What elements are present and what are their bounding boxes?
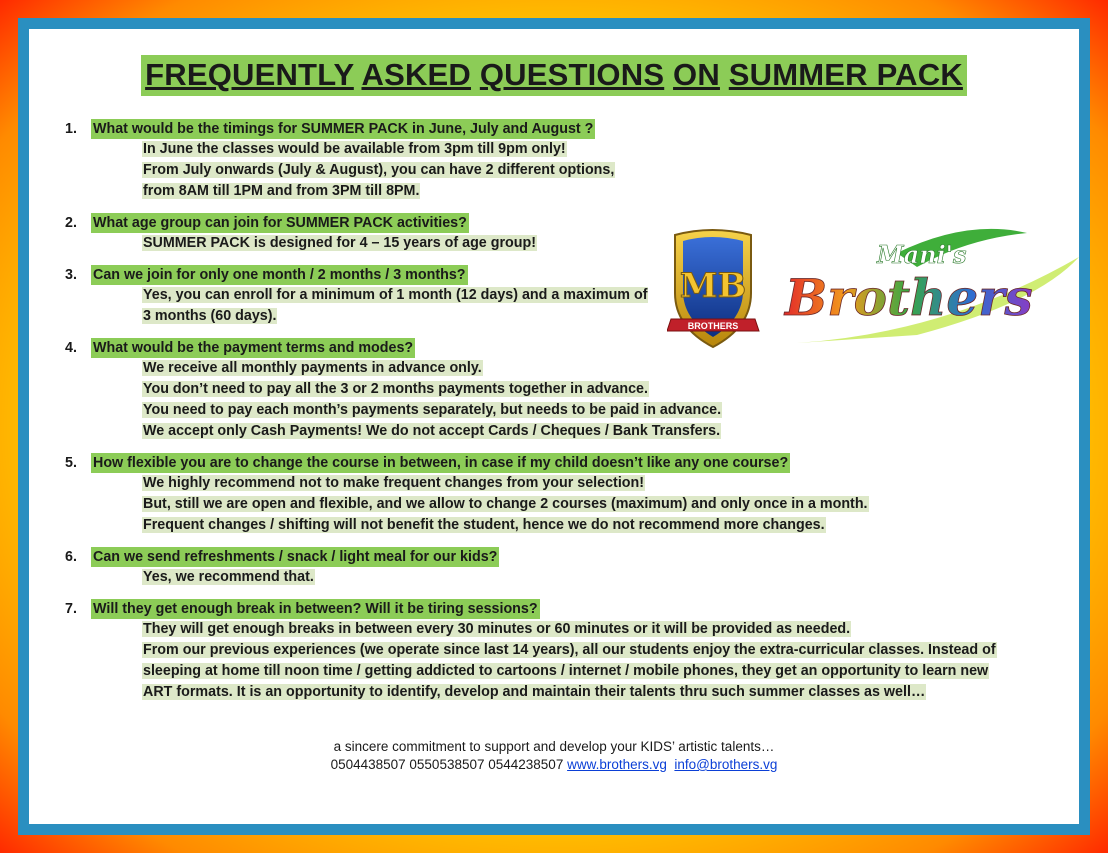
- document-page: [29, 29, 1079, 824]
- badge-ribbon-text: BROTHERS: [687, 321, 739, 331]
- faq-answer-line: In June the classes would be available from 3pm till 9pm only!: [143, 141, 566, 157]
- shield-badge: [667, 230, 759, 347]
- faq-list: [65, 119, 1065, 714]
- faq-item-1: [65, 119, 1065, 202]
- faq-answer-line: Frequent changes / shifting will not benefit the student, hence we do not recommend more changes.: [143, 517, 825, 533]
- footer-tagline: a sincere commitment to support and develop your KIDS’ artistic talents…: [333, 739, 775, 754]
- faq-number: 2.: [65, 215, 77, 231]
- title-word-2: ASKED: [361, 57, 471, 92]
- title-word-5: SUMMER PACK: [728, 57, 963, 92]
- faq-answer-line: From our previous experiences (we operate since last 14 years), all our students enjoy the extra-curricular classes. Instead of: [143, 642, 996, 658]
- faq-number: 1.: [65, 121, 77, 137]
- faq-question: How flexible you are to change the course in between, in case if my child doesn’t like any one course?: [93, 455, 789, 471]
- faq-question: Can we send refreshments / snack / light meal for our kids?: [93, 549, 498, 565]
- faq-answer-line: They will get enough breaks in between every 30 minutes or 60 minutes or it will be provided as needed.: [143, 621, 851, 637]
- title-word-4: ON: [673, 57, 720, 92]
- faq-item-5: [65, 453, 1065, 536]
- faq-answer-line: From July onwards (July & August), you can have 2 different options,: [143, 162, 615, 178]
- faq-answer-line: We accept only Cash Payments! We do not accept Cards / Cheques / Bank Transfers.: [143, 423, 721, 439]
- title-word-1: FREQUENTLY: [145, 57, 354, 92]
- badge-monogram: MB: [679, 266, 747, 306]
- footer-phones: 0504438507 0550538507 0544238507: [330, 757, 564, 772]
- faq-number: 4.: [65, 340, 77, 356]
- faq-answer-line: 3 months (60 days).: [143, 308, 277, 324]
- faq-answer-line: SUMMER PACK is designed for 4 – 15 years of age group!: [143, 235, 536, 251]
- brand-wordmark: [783, 229, 1079, 343]
- footer-contact: [29, 756, 1079, 774]
- faq-number: 7.: [65, 601, 77, 617]
- faq-item-6: [65, 547, 1065, 588]
- title-word-3: QUESTIONS: [479, 57, 665, 92]
- faq-question: What would be the payment terms and modes?: [93, 340, 414, 356]
- faq-question: What age group can join for SUMMER PACK activities?: [93, 215, 467, 231]
- faq-question: What would be the timings for SUMMER PACK in June, July and August ?: [93, 121, 594, 137]
- website-link[interactable]: www.brothers.vg: [567, 757, 667, 772]
- faq-number: 6.: [65, 549, 77, 565]
- brand-name: Brothers: [785, 268, 1033, 327]
- faq-answer-line: Yes, we recommend that.: [143, 569, 314, 585]
- page-title: [141, 55, 967, 96]
- brothers-logo: [667, 223, 1079, 353]
- faq-answer-line: You don’t need to pay all the 3 or 2 months payments together in advance.: [143, 381, 648, 397]
- faq-item-7: [65, 599, 1065, 703]
- faq-answer-line: sleeping at home till noon time / getting addicted to cartoons / internet / mobile phones, they get an opportunity to learn new: [143, 663, 989, 679]
- brand-script: Mani's: [877, 240, 967, 269]
- page-title-wrap: [29, 55, 1079, 96]
- faq-answer-line: from 8AM till 1PM and from 3PM till 8PM.: [143, 183, 420, 199]
- footer: [29, 738, 1079, 774]
- faq-item-4: [65, 338, 1065, 442]
- faq-answer-line: We receive all monthly payments in advance only.: [143, 360, 482, 376]
- email-link[interactable]: info@brothers.vg: [674, 757, 778, 772]
- faq-number: 3.: [65, 267, 77, 283]
- faq-answer-line: Yes, you can enroll for a minimum of 1 month (12 days) and a maximum of: [143, 287, 648, 303]
- faq-answer-line: We highly recommend not to make frequent changes from your selection!: [143, 475, 645, 491]
- faq-number: 5.: [65, 455, 77, 471]
- faq-answer-line: You need to pay each month’s payments separately, but needs to be paid in advance.: [143, 402, 722, 418]
- faq-question: Will they get enough break in between? Will it be tiring sessions?: [93, 601, 538, 617]
- faq-answer-line: But, still we are open and flexible, and we allow to change 2 courses (maximum) and only once in a month.: [143, 496, 868, 512]
- faq-question: Can we join for only one month / 2 months / 3 months?: [93, 267, 466, 283]
- faq-answer-line: ART formats. It is an opportunity to identify, develop and maintain their talents thru such summer classes as well…: [143, 684, 926, 700]
